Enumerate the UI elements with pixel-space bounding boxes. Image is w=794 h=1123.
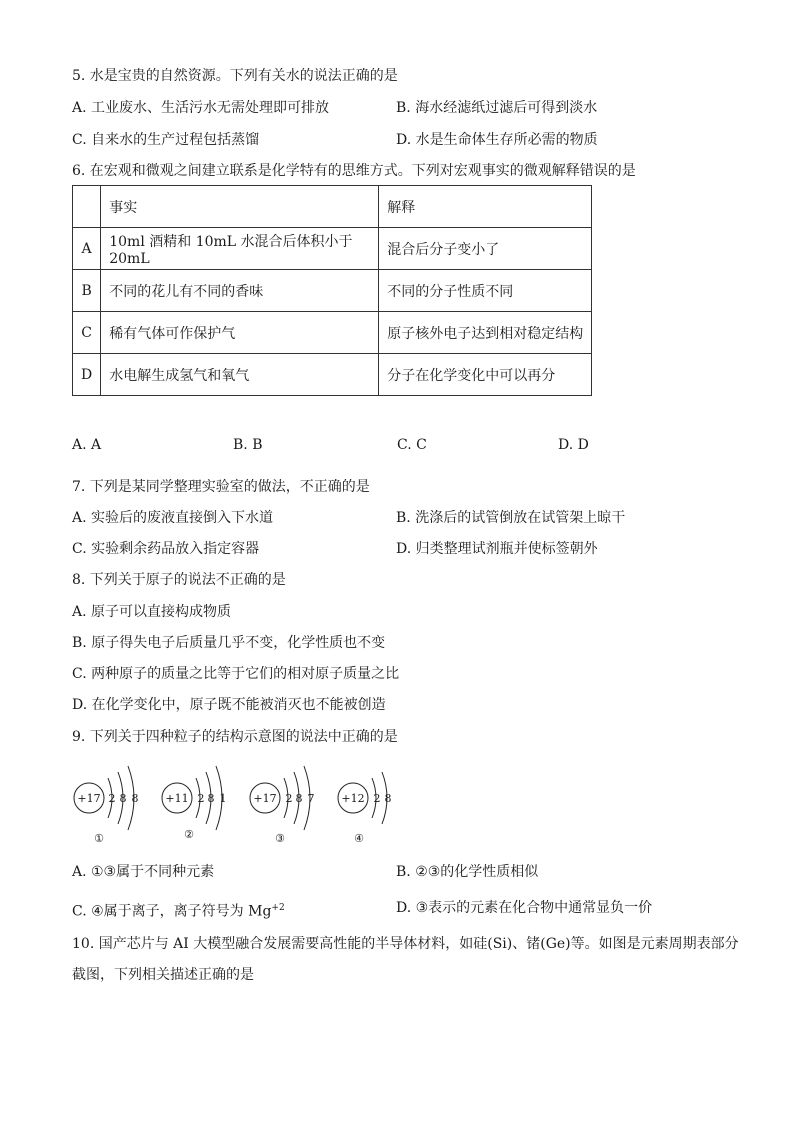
q7-stem: 7. 下列是某同学整理实验室的做法，不正确的是 bbox=[72, 479, 370, 495]
table-row-key: D bbox=[73, 354, 101, 396]
q5-option-b: B. 海水经滤纸过滤后可得到淡水 bbox=[396, 100, 598, 116]
q9-option-c-charge: +2 bbox=[271, 903, 285, 913]
q8-stem: 8. 下列关于原子的说法不正确的是 bbox=[72, 572, 286, 588]
table-row-explanation: 混合后分子变小了 bbox=[379, 228, 592, 270]
q8-option-a: A. 原子可以直接构成物质 bbox=[72, 604, 232, 620]
table-row-key: A bbox=[73, 228, 101, 270]
q9-option-a: A. ①③属于不同种元素 bbox=[72, 864, 215, 880]
particle-1-label: ① bbox=[94, 832, 104, 845]
table-header-fact: 事实 bbox=[101, 186, 379, 228]
q5-option-c: C. 自来水的生产过程包括蒸馏 bbox=[72, 132, 260, 148]
particle-2-label: ② bbox=[184, 828, 194, 841]
particle-2-nucleus: +11 bbox=[165, 792, 189, 805]
table-row-fact: 稀有气体可作保护气 bbox=[101, 312, 379, 354]
q10-stem-line1: 10. 国产芯片与 AI 大模型融合发展需要高性能的半导体材料，如硅(Si)、锗(Ge)等。如图是元素周期表部分 bbox=[72, 936, 739, 952]
table-row-explanation: 原子核外电子达到相对稳定结构 bbox=[379, 312, 592, 354]
table-row bbox=[73, 228, 592, 270]
particle-diagram-3 bbox=[250, 766, 315, 845]
particle-3-nucleus: +17 bbox=[253, 792, 277, 805]
q7-option-a: A. 实验后的废液直接倒入下水道 bbox=[72, 510, 274, 526]
q8-option-c: C. 两种原子的质量之比等于它们的相对原子质量之比 bbox=[72, 666, 400, 682]
q7-option-b: B. 洗涤后的试管倒放在试管架上晾干 bbox=[396, 510, 626, 526]
q7-option-c: C. 实验剩余药品放入指定容器 bbox=[72, 541, 260, 557]
q6-option-b: B. B bbox=[233, 437, 263, 453]
table-row-fact: 水电解生成氢气和氧气 bbox=[101, 354, 379, 396]
particle-4-label: ④ bbox=[354, 832, 364, 845]
q7-option-d: D. 归类整理试剂瓶并使标签朝外 bbox=[396, 541, 598, 557]
table-row-key: B bbox=[73, 270, 101, 312]
particle-4-shell-2: 8 bbox=[384, 792, 392, 805]
q9-stem: 9. 下列关于四种粒子的结构示意图的说法中正确的是 bbox=[72, 729, 398, 745]
table-row bbox=[73, 354, 592, 396]
q5-option-a: A. 工业废水、生活污水无需处理即可排放 bbox=[72, 100, 330, 116]
q6-option-a: A. A bbox=[72, 437, 102, 453]
particle-2-shell-3: 1 bbox=[219, 792, 227, 805]
q10-stem-line2: 截图，下列相关描述正确的是 bbox=[72, 967, 254, 983]
q9-option-c bbox=[72, 899, 285, 921]
q9-option-b: B. ②③的化学性质相似 bbox=[396, 864, 539, 880]
q6-option-c: C. C bbox=[397, 437, 427, 453]
q6-option-d: D. D bbox=[558, 437, 589, 453]
particle-1-nucleus: +17 bbox=[77, 792, 101, 805]
particle-3-label: ③ bbox=[275, 832, 285, 845]
q5-stem: 5. 水是宝贵的自然资源。下列有关水的说法正确的是 bbox=[72, 68, 398, 84]
particle-diagram-4 bbox=[338, 772, 392, 845]
table-cell bbox=[73, 186, 101, 228]
q8-option-d: D. 在化学变化中，原子既不能被消灭也不能被创造 bbox=[72, 697, 386, 713]
q8-option-b: B. 原子得失电子后质量几乎不变，化学性质也不变 bbox=[72, 635, 386, 651]
table-row-fact: 不同的花儿有不同的香味 bbox=[101, 270, 379, 312]
table-row bbox=[73, 270, 592, 312]
particle-1-shell-1: 2 bbox=[108, 792, 116, 805]
particle-3-shell-1: 2 bbox=[285, 792, 293, 805]
particle-3-shell-3: 7 bbox=[307, 792, 315, 805]
table-header-explanation: 解释 bbox=[379, 186, 592, 228]
table-row-explanation: 不同的分子性质不同 bbox=[379, 270, 592, 312]
table-header-row bbox=[73, 186, 592, 228]
table-row-fact: 10ml 酒精和 10mL 水混合后体积小于 20mL bbox=[101, 228, 379, 270]
q6-table bbox=[72, 185, 592, 396]
particle-4-shell-1: 2 bbox=[373, 792, 381, 805]
q9-option-d: D. ③表示的元素在化合物中通常显负一价 bbox=[396, 900, 653, 916]
particle-diagram-1 bbox=[74, 766, 139, 845]
q5-option-d: D. 水是生命体生存所必需的物质 bbox=[396, 132, 598, 148]
particle-3-shell-2: 8 bbox=[295, 792, 303, 805]
particle-1-shell-2: 8 bbox=[119, 792, 127, 805]
particle-diagram-2 bbox=[162, 766, 227, 841]
table-row-key: C bbox=[73, 312, 101, 354]
particle-4-nucleus: +12 bbox=[341, 792, 365, 805]
particle-1-shell-3: 8 bbox=[131, 792, 139, 805]
particle-2-shell-1: 2 bbox=[197, 792, 205, 805]
table-row bbox=[73, 312, 592, 354]
atomic-structure-diagrams bbox=[70, 760, 410, 850]
table-row-explanation: 分子在化学变化中可以再分 bbox=[379, 354, 592, 396]
particle-2-shell-2: 8 bbox=[207, 792, 215, 805]
q6-stem: 6. 在宏观和微观之间建立联系是化学特有的思维方式。下列对宏观事实的微观解释错误的是 bbox=[72, 163, 636, 179]
q9-option-c-text: C. ④属于离子，离子符号为 Mg bbox=[72, 903, 272, 920]
